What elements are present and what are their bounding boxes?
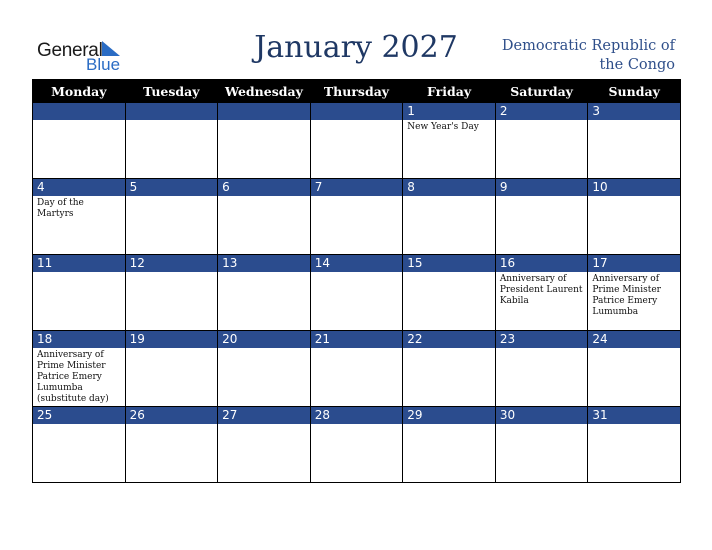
calendar-week-row <box>33 407 681 483</box>
day-cell <box>495 331 588 407</box>
day-cell <box>310 331 403 407</box>
day-number: 5 <box>126 179 218 196</box>
day-cell <box>588 407 681 483</box>
day-cell <box>218 255 311 331</box>
holiday-label: Anniversary of Prime Minister Patrice Emery Lumumba (substitute day) <box>37 350 109 404</box>
day-cell <box>495 103 588 179</box>
day-number: 11 <box>33 255 125 272</box>
day-cell <box>218 331 311 407</box>
weekday-header: Monday <box>33 80 126 103</box>
day-cell <box>403 407 496 483</box>
day-cell <box>588 103 681 179</box>
day-number: 7 <box>311 179 403 196</box>
day-cell <box>310 255 403 331</box>
day-number: 28 <box>311 407 403 424</box>
day-number: 22 <box>403 331 495 348</box>
day-number: 14 <box>311 255 403 272</box>
day-number: 24 <box>588 331 680 348</box>
day-number: 25 <box>33 407 125 424</box>
day-cell <box>218 407 311 483</box>
day-number: 26 <box>126 407 218 424</box>
logo-blue-text: Blue <box>86 55 121 74</box>
day-number: 30 <box>496 407 588 424</box>
day-number: 17 <box>588 255 680 272</box>
day-cell <box>125 179 218 255</box>
weekday-header: Thursday <box>310 80 403 103</box>
calendar-week-row <box>33 103 681 179</box>
day-cell <box>588 255 681 331</box>
calendar-grid <box>32 79 681 483</box>
day-number: 23 <box>496 331 588 348</box>
day-number: 6 <box>218 179 310 196</box>
day-cell <box>310 103 403 179</box>
weekday-header: Saturday <box>495 80 588 103</box>
day-cell <box>125 331 218 407</box>
day-cell <box>33 255 126 331</box>
day-number: 3 <box>588 103 680 120</box>
day-cell <box>33 407 126 483</box>
holiday-label: New Year's Day <box>407 122 479 132</box>
day-number: 12 <box>126 255 218 272</box>
day-number <box>33 103 125 120</box>
day-number <box>218 103 310 120</box>
day-number: 15 <box>403 255 495 272</box>
day-cell <box>403 331 496 407</box>
page-title: January 2027 <box>254 30 458 65</box>
day-cell <box>310 179 403 255</box>
logo-general-text: General <box>37 40 103 61</box>
country-name: Democratic Republic of the Congo <box>501 38 675 73</box>
holiday-label: Anniversary of Prime Minister Patrice Emery Lumumba <box>592 274 661 317</box>
weekday-header: Wednesday <box>218 80 311 103</box>
day-number: 31 <box>588 407 680 424</box>
day-cell <box>403 103 496 179</box>
day-cell <box>218 103 311 179</box>
weekday-header-row <box>33 80 681 103</box>
day-cell <box>495 179 588 255</box>
weekday-header: Tuesday <box>125 80 218 103</box>
day-cell <box>218 179 311 255</box>
day-number: 16 <box>496 255 588 272</box>
weekday-header: Friday <box>403 80 496 103</box>
day-number: 8 <box>403 179 495 196</box>
day-cell <box>588 331 681 407</box>
day-number: 4 <box>33 179 125 196</box>
day-number <box>311 103 403 120</box>
day-cell <box>33 331 126 407</box>
day-cell <box>495 255 588 331</box>
day-number: 20 <box>218 331 310 348</box>
day-number: 13 <box>218 255 310 272</box>
day-number: 19 <box>126 331 218 348</box>
calendar-body <box>33 103 681 483</box>
calendar-week-row <box>33 179 681 255</box>
day-cell <box>33 103 126 179</box>
day-number: 18 <box>33 331 125 348</box>
weekday-header: Sunday <box>588 80 681 103</box>
day-number <box>126 103 218 120</box>
day-cell <box>403 179 496 255</box>
calendar-week-row <box>33 255 681 331</box>
holiday-label: Day of the Martyrs <box>37 198 84 219</box>
day-cell <box>125 255 218 331</box>
day-cell <box>125 407 218 483</box>
day-cell <box>125 103 218 179</box>
day-cell <box>588 179 681 255</box>
day-cell <box>310 407 403 483</box>
day-number: 27 <box>218 407 310 424</box>
day-number: 9 <box>496 179 588 196</box>
day-number: 1 <box>403 103 495 120</box>
day-number: 29 <box>403 407 495 424</box>
day-cell <box>495 407 588 483</box>
holiday-label: Anniversary of President Laurent Kabila <box>499 274 583 306</box>
day-number: 2 <box>496 103 588 120</box>
calendar-week-row <box>33 331 681 407</box>
day-cell <box>33 179 126 255</box>
day-cell <box>403 255 496 331</box>
day-number: 10 <box>588 179 680 196</box>
day-number: 21 <box>311 331 403 348</box>
